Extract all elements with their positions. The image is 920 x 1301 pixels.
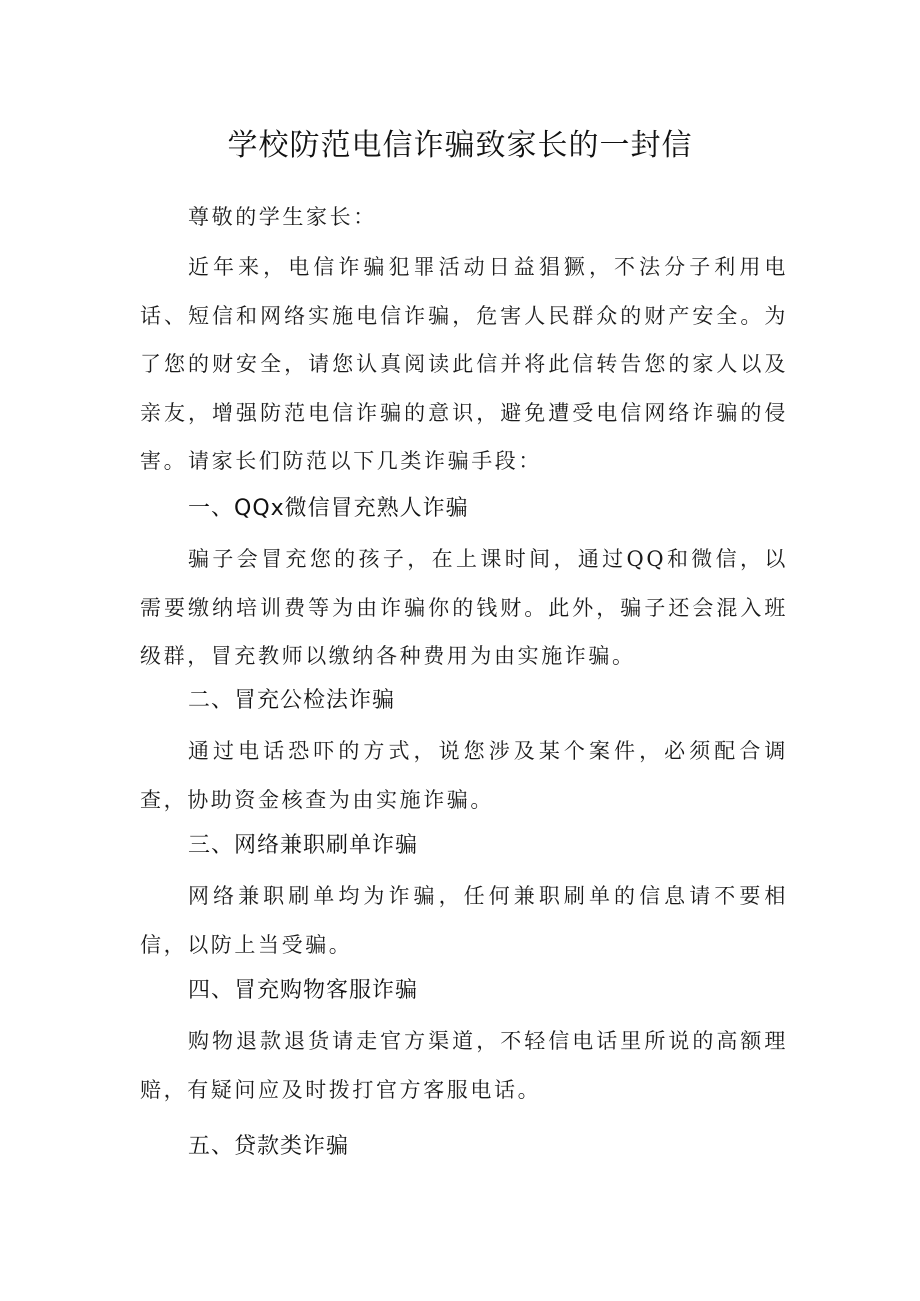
intro-paragraph: 近年来，电信诈骗犯罪活动日益猖獗，不法分子利用电话、短信和网络实施电信诈骗，危害人民群众的财产安全。为了您的财安全，请您认真阅读此信并将此信转告您的家人以及亲友，增强防范电信诈骗的意识，避免遭受电信网络诈骗的侵害。 [140, 255, 788, 473]
section-body-2: 通过电话恐吓的方式，说您涉及某个案件，必须配合调查，协助资金核查为由实施诈骗。 [140, 739, 788, 812]
section-heading-3: 三、网络兼职刷单诈骗 [188, 833, 419, 858]
section-body-1: 骗子会冒充您的孩子，在上课时间，通过QQ和微信，以需要缴纳培训费等为由诈骗你的钱财。此外，骗子还会混入班级群，冒充教师以缴纳各种费用为由实施诈骗。 [140, 547, 788, 668]
section-heading-4: 四、冒充购物客服诈骗 [188, 978, 419, 1003]
lead-paragraph: 请家长们防范以下几类诈骗手段： [188, 449, 542, 473]
section-heading-1: 一、QQx微信冒充熟人诈骗 [188, 496, 469, 521]
salutation: 尊敬的学生家长： [188, 205, 377, 229]
section-heading-5: 五、贷款类诈骗 [188, 1134, 350, 1159]
section-body-3: 网络兼职刷单均为诈骗，任何兼职刷单的信息请不要相信，以防上当受骗。 [140, 884, 788, 957]
document-title: 学校防范电信诈骗致家长的一封信 [227, 128, 693, 163]
section-heading-2: 二、冒充公检法诈骗 [188, 688, 396, 713]
section-body-4: 购物退款退货请走官方渠道，不轻信电话里所说的高额理赔，有疑问应及时拨打官方客服电话。 [140, 1029, 788, 1102]
